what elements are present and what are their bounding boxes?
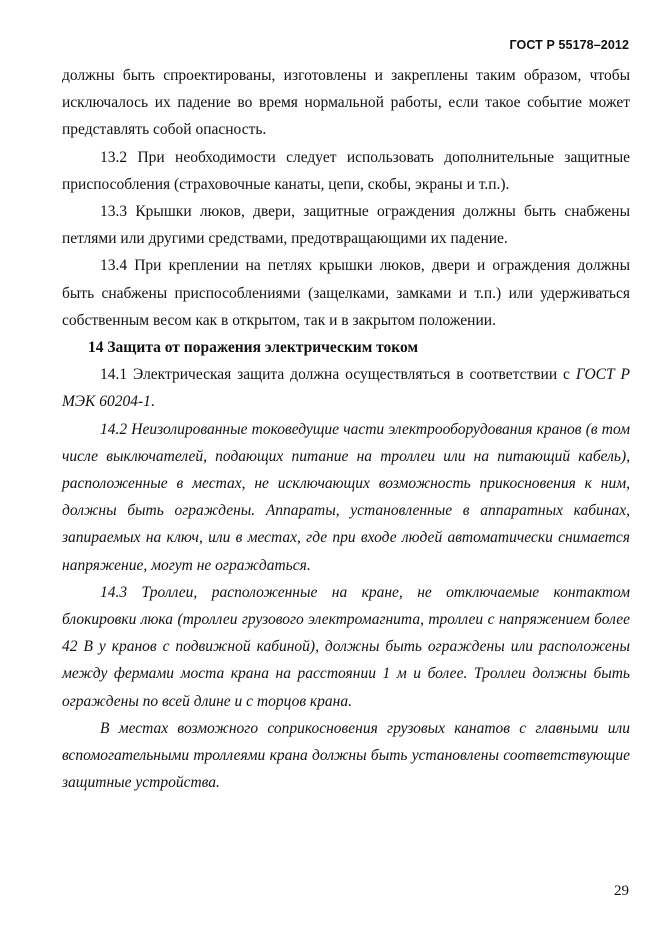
paragraph-14-3-cont: В местах возможного соприкосновения грузовых канатов с главными или вспомогательными троллеями крана должны быть установлены соответствующие защитные устройства. xyxy=(62,719,630,792)
document-body xyxy=(62,62,630,796)
paragraph-13-3: 13.3 Крышки люков, двери, защитные ограждения должны быть снабжены петлями или другими средствами, предотвращающими их падение. xyxy=(62,203,630,248)
paragraph-14-3: 14.3 Троллеи, расположенные на кране, не отключаемые контактом блокировки люка (троллеи грузового электромагнита, троллеи с напряжением более 42 В у кранов с подвижной кабиной), должны быть ограждены или расположены между фермами моста крана на расстоянии 1 м и более. Троллеи должны быть ограждены по всей длине и с торцов крана. xyxy=(62,583,630,710)
paragraph-13-2: 13.2 При необходимости следует использовать дополнительные защитные приспособления (страховочные канаты, цепи, скобы, экраны и т.п.). xyxy=(62,148,630,193)
paragraph-14-2: 14.2 Неизолированные токоведущие части электрооборудования кранов (в том числе выключателей, подающих питание на троллеи или на питающий кабель), расположенные в местах, не исключающих возможность прикосновения к ним, должны быть ограждены. Аппараты, установленные в аппаратных кабинах, запираемых на ключ, или в местах, где при входе людей автоматически снимается напряжение, могут не ограждаться. xyxy=(62,420,630,574)
paragraph-14-1-text: 14.1 Электрическая защита должна осуществляться в соответствии с xyxy=(100,366,576,384)
document-id-header: ГОСТ Р 55178–2012 xyxy=(509,38,629,52)
paragraph-14-1 xyxy=(62,361,630,415)
paragraph-13-4: 13.4 При креплении на петлях крышки люков, двери и ограждения должны быть снабжены приспособлениями (защелками, замками и т.п.) или удерживаться собственным весом как в открытом, так и в закрытом положении. xyxy=(62,257,630,329)
page-number: 29 xyxy=(614,883,629,899)
paragraph-14-1-end: . xyxy=(150,393,155,411)
section-heading-14: 14 Защита от поражения электрическим током xyxy=(88,339,419,357)
standard-reference: ГОСТ Р МЭК 60204-1 xyxy=(62,366,631,411)
paragraph-continuation: должны быть спроектированы, изготовлены и закреплены таким образом, чтобы исключалось их падение во время нормальной работы, если такое событие может представлять собой опасность. xyxy=(62,67,630,139)
